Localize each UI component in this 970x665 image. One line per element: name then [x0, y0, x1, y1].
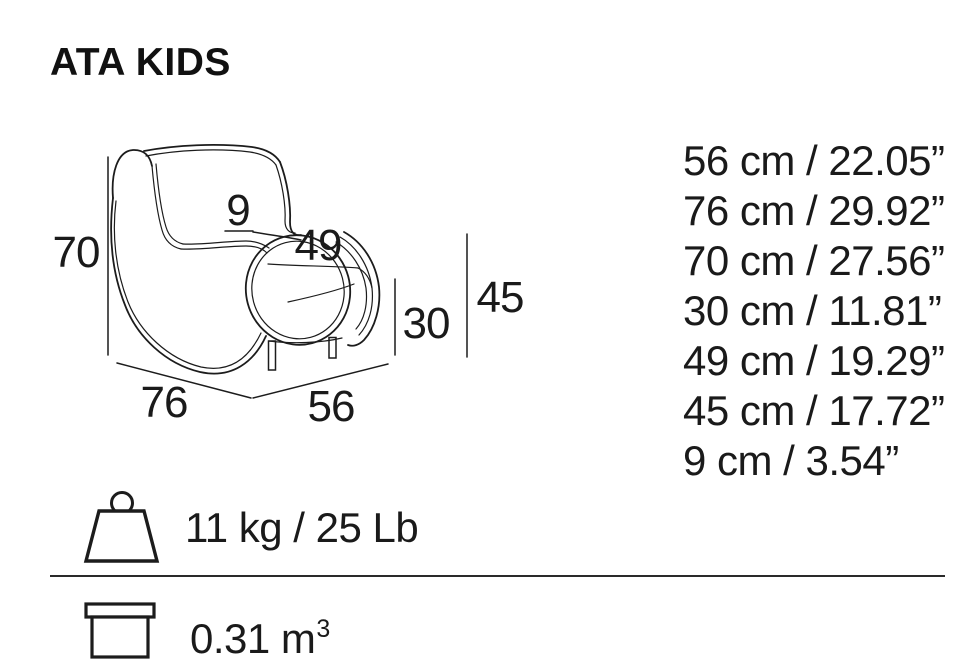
volume-value: [190, 617, 329, 665]
list-item: 76 cm / 29.92”: [683, 187, 945, 234]
list-item: 30 cm / 11.81”: [683, 287, 942, 334]
volume-exponent: 3: [316, 615, 330, 643]
dim-label-seat-depth-49: 49: [294, 221, 342, 270]
dim-label-depth-76: 76: [140, 378, 188, 427]
chair-front-leg: [269, 341, 276, 370]
dimension-labels: [53, 186, 524, 431]
dim-label-arm-height-45: 45: [476, 273, 524, 322]
volume-number: 0.31 m: [190, 615, 316, 662]
chair-illustration: [40, 130, 540, 440]
box-icon: [82, 600, 158, 662]
dim-label-piping-9: 9: [226, 186, 250, 235]
list-item: 56 cm / 22.05”: [683, 137, 945, 184]
dim-label-height-70: 70: [52, 228, 100, 277]
dimension-conversion-list: [683, 136, 944, 486]
section-divider: [50, 575, 945, 577]
weight-icon: [80, 490, 165, 565]
list-item: 45 cm / 17.72”: [683, 387, 945, 434]
weight-value: 11 kg / 25 Lb: [185, 504, 419, 551]
list-item: 9 cm / 3.54”: [683, 437, 899, 484]
list-item: 70 cm / 27.56”: [683, 237, 945, 284]
dim-label-width-56: 56: [307, 382, 355, 431]
dim-label-seat-height-30: 30: [402, 299, 450, 348]
list-item: 49 cm / 19.29”: [683, 337, 945, 384]
page-title: ATA KIDS: [50, 41, 231, 84]
